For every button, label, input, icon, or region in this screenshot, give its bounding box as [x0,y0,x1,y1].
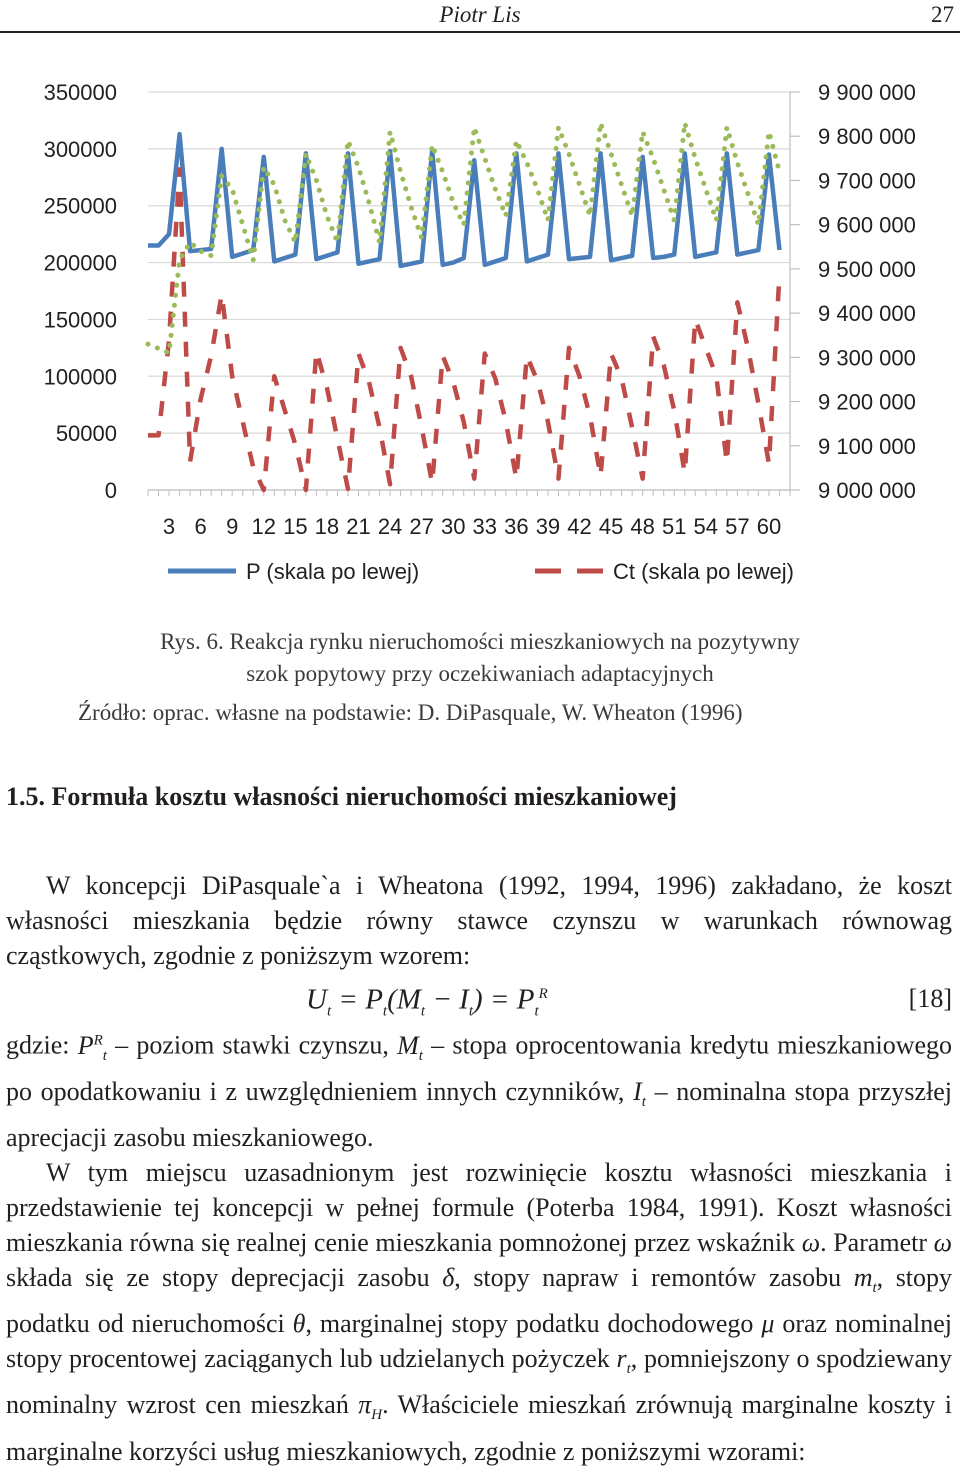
chart-legend [168,559,794,584]
x-tick-label: 48 [630,514,655,539]
paragraph-3: W tym miejscu uzasadnionym jest rozwinięcie kosztu własności mieszkania i przedstawienie tej koncepcji w pełnej formule (Poterba 1984, 1991). Koszt własności mieszkania równa się realnej cenie mieszkania pomnożonej przez wskaźnik ω. Parametr ω składa się ze stopy deprecjacji zasobu δ, stopy napraw i remontów zasobu $m_t$, stopy podatku od nieruchomości θ, marginalnej stopy podatku dochodowego μ oraz nominalnej stopy procentowej zaciąganych lub udzielanych pożyczek $r_t$, pomniejszony o spodziewany nominalny wzrost cen mieszkań $\pi_H$. Właściciele mieszkań zrównują marginalne koszty i marginalne korzyści usług mieszkaniowych, zgodnie z poniższymi wzorami: [6,1158,953,1466]
x-tick-label: 24 [377,514,403,539]
right-tick-label: 9 100 000 [818,433,916,459]
x-tick-label: 57 [725,514,750,539]
series-line-1 [148,134,779,266]
equation-18 [6,973,952,1023]
left-tick-label: 200000 [43,250,117,276]
x-tick-label: 27 [409,514,434,539]
x-tick-label: 39 [535,514,561,539]
page-number: 27 [931,2,954,27]
left-tick-label: 100000 [43,364,117,390]
right-tick-label: 9 600 000 [818,212,916,238]
right-tick-label: 9 900 000 [818,80,916,105]
right-tick-label: 9 700 000 [818,168,916,194]
header-rule [0,31,960,33]
x-tick-label: 45 [598,514,624,539]
x-tick-label: 12 [251,514,277,539]
right-axis-ticks [790,80,916,503]
page-header [0,0,960,34]
running-head-author: Piotr Lis [439,2,521,27]
x-tick-label: 18 [314,514,340,539]
left-tick-label: 0 [104,478,117,503]
right-tick-label: 9 500 000 [818,256,916,282]
equation-number: [18] [908,984,952,1013]
left-tick-label: 50000 [55,421,117,447]
x-tick-label: 54 [693,514,719,539]
legend-label-2: Ct (skala po lewej) [613,559,794,584]
left-tick-label: 350000 [43,80,117,105]
caption-line-2: szok popytowy przy oczekiwaniach adaptacyjnych [246,661,714,686]
section-heading: 1.5. Formuła kosztu własności nieruchomości mieszkaniowej [6,782,677,811]
x-tick-label: 60 [756,514,782,539]
caption-line-1: Rys. 6. Reakcja rynku nieruchomości mieszkaniowych na pozytywny [160,629,800,654]
x-tick-label: 6 [194,514,207,539]
right-tick-label: 9 300 000 [818,345,916,371]
x-tick-label: 42 [567,514,592,539]
figure-caption [0,626,960,690]
right-tick-label: 9 800 000 [818,124,916,150]
left-tick-label: 250000 [43,193,117,219]
x-tick-label: 21 [346,514,371,539]
x-tick-label: 30 [440,514,466,539]
x-tick-label: 36 [504,514,529,539]
x-tick-label: 9 [226,514,239,539]
x-tick-label: 51 [661,514,687,539]
legend-label-1: P (skala po lewej) [246,559,420,584]
left-axis-ticks [44,80,117,503]
x-tick-label: 3 [162,514,176,539]
figure-chart [0,60,960,600]
x-axis-ticks [148,490,790,539]
chart-series [148,123,779,490]
x-tick-label: 33 [472,514,498,539]
equation-formula: $U_t = P_t(M_t - I_t) = P_t^R$ [306,983,548,1020]
right-tick-label: 9 400 000 [818,301,916,327]
right-tick-label: 9 000 000 [818,478,916,503]
paragraph-1: W koncepcji DiPasquale`a i Wheatona (1992, 1994, 1996) zakładano, że koszt własności mieszkania będzie równy stawce czynszu w warunkach równowag cząstkowych, zgodnie z poniższym wzorem: [6,871,952,970]
x-tick-label: 15 [283,514,308,539]
left-tick-label: 300000 [43,136,117,162]
paragraph-2: gdzie: $P^R_t$ – poziom stawki czynszu, $M_t$ – stopa oprocentowania kredytu mieszkaniowego po opodatkowaniu i z uwzględnieniem innych czynników, $I_t$ – nominalna stopa przyszłej aprecjacji zasobu mieszkaniowego. [6,1030,953,1153]
left-tick-label: 150000 [43,307,117,333]
figure-source: Źródło: oprac. własne na podstawie: D. DiPasquale, W. Wheaton (1996) [78,700,743,725]
body-text [6,868,952,1469]
series-line-2 [148,169,779,490]
right-tick-label: 9 200 000 [818,389,916,415]
